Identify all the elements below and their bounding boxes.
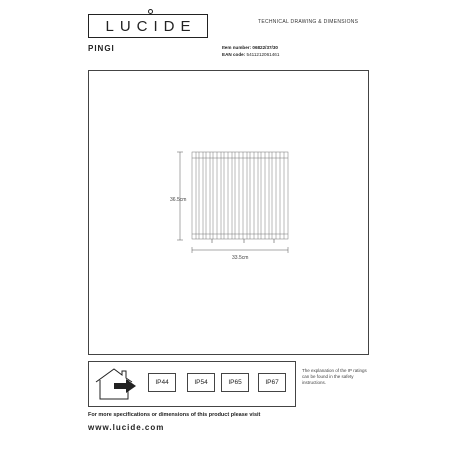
logo-dot-ornament	[148, 9, 153, 14]
height-dimension	[177, 152, 183, 240]
ean-row	[222, 51, 279, 58]
brand-logo	[88, 14, 208, 38]
ip-rating-box	[148, 373, 176, 392]
height-label: 36.5cm	[170, 197, 187, 203]
ip-rating-box	[187, 373, 215, 392]
lamp-feet	[212, 239, 274, 243]
item-number-value: 06822/37/30	[252, 45, 278, 50]
ip-rating-box	[258, 373, 286, 392]
width-dimension	[192, 247, 288, 253]
product-name: PINGI	[88, 44, 115, 53]
item-number-row	[222, 44, 279, 51]
ip-rating-label: IP54	[194, 379, 208, 386]
lamp-shade	[192, 152, 288, 239]
arrow-shaft	[114, 383, 126, 389]
lamp-technical-drawing	[170, 146, 300, 266]
footer-info-text: For more specifications or dimensions of this product please visit	[88, 412, 261, 418]
product-item-info	[222, 44, 279, 58]
item-number-label: Item number:	[222, 45, 252, 50]
website-link[interactable]: www.lucide.com	[88, 423, 165, 432]
ip-rating-box	[221, 373, 249, 392]
house-outdoor-icon	[92, 366, 148, 402]
width-label: 33.5cm	[232, 255, 249, 261]
ean-value: 5411212061461	[246, 52, 280, 57]
brand-logo-text: LUCIDE	[105, 17, 197, 35]
ip-rating-label: IP67	[265, 379, 279, 386]
ip-rating-label: IP44	[155, 379, 169, 386]
ip-rating-note: The explanation of the IP ratings can be found in the safety instructions.	[302, 368, 367, 385]
ean-label: EAN code:	[222, 52, 246, 57]
ip-rating-label: IP65	[228, 379, 242, 386]
document-subtitle: TECHNICAL DRAWING & DIMENSIONS	[258, 19, 359, 25]
